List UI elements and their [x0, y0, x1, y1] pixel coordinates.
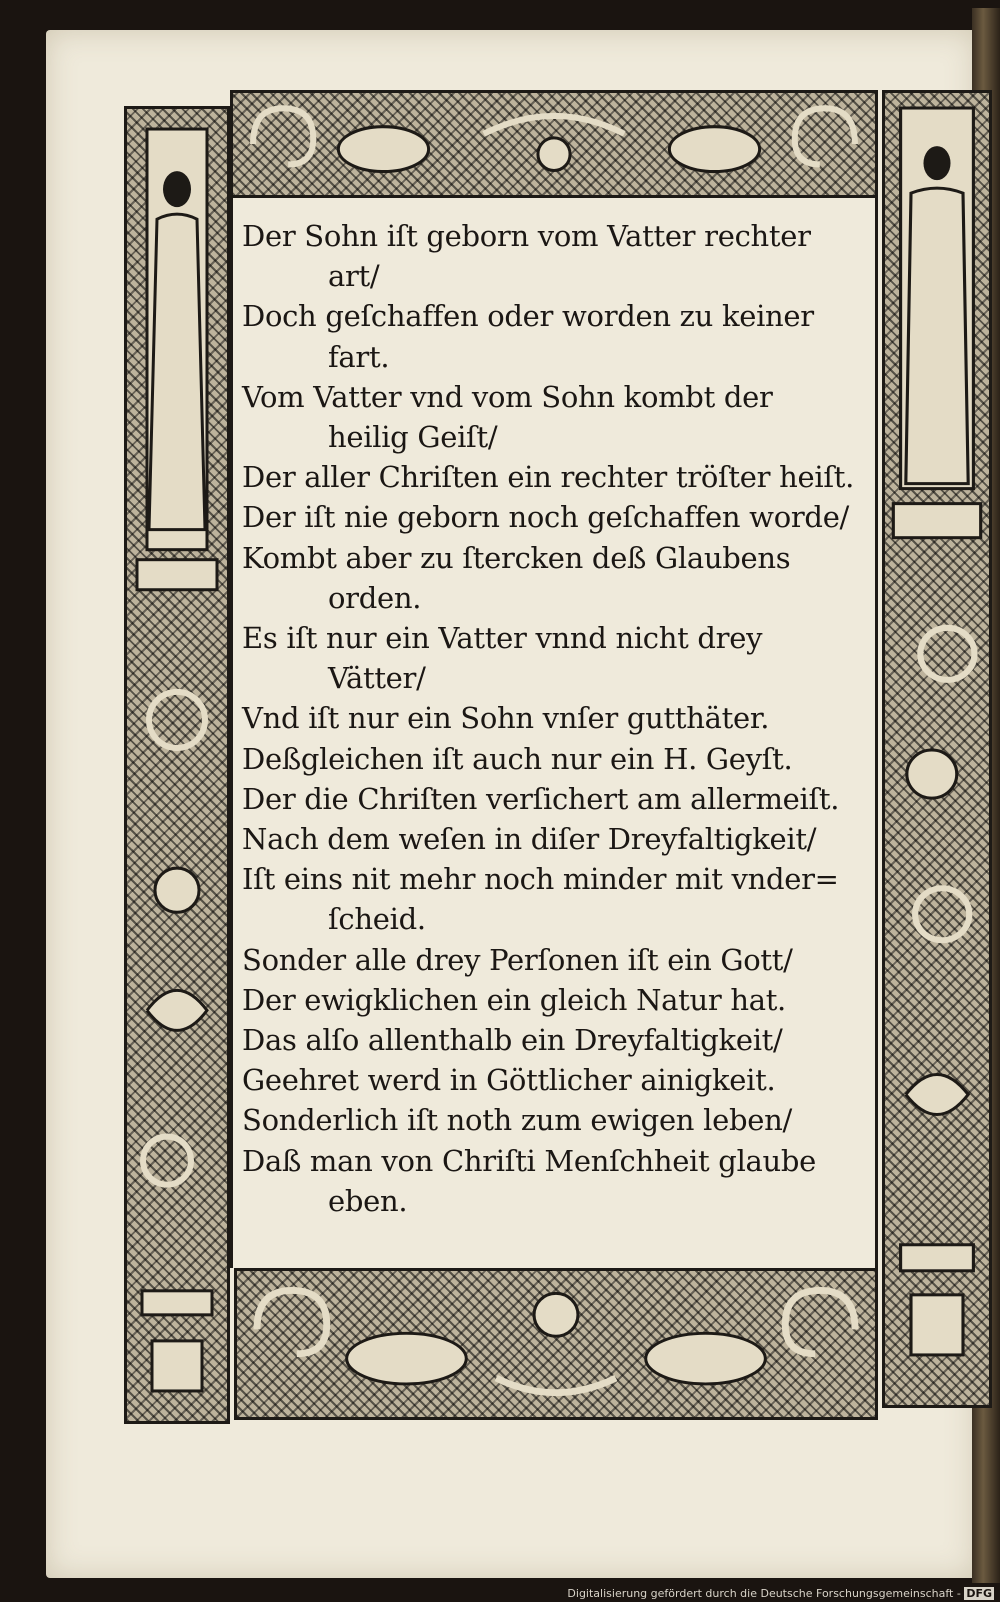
verse-line: Daß man von Chriſti Menſchheit glaube — [242, 1143, 817, 1178]
verse-line: Das alſo allenthalb ein Dreyfaltigkeit/ — [242, 1023, 783, 1058]
verse-line-continuation: Vätter/ — [328, 661, 426, 696]
bottom-woodcut-border — [234, 1268, 878, 1420]
verse-line: Sonderlich iſt noth zum ewigen leben/ — [242, 1103, 792, 1138]
verse-line: Sonder alle drey Perſonen iſt ein Gott/ — [242, 942, 793, 977]
verse-line: Der die Chriſten verſichert am allermeiſt. — [242, 781, 840, 816]
verse-line-continuation: orden. — [328, 580, 422, 615]
verse-line-continuation: eben. — [328, 1183, 408, 1218]
verse-line: Der ewigklichen ein gleich Natur hat. — [242, 982, 786, 1017]
verse-line: Vom Vatter vnd vom Sohn kombt der — [242, 379, 773, 414]
verse-line: Iſt eins nit mehr noch minder mit vnder= — [242, 862, 839, 897]
verse-line-continuation: fart. — [328, 339, 390, 374]
top-woodcut-border — [230, 90, 878, 198]
verse-line-continuation: heilig Geiſt/ — [328, 420, 498, 455]
verse-line: Deßgleichen iſt auch nur ein H. Geyſt. — [242, 741, 793, 776]
verse-line-continuation: ſcheid. — [328, 902, 426, 937]
verse-line-continuation: art/ — [328, 259, 380, 294]
left-woodcut-border — [124, 106, 230, 1424]
verse-line: Nach dem weſen in diſer Dreyfaltigkeit/ — [242, 822, 817, 857]
verse-line: Doch geſchaffen oder worden zu keiner — [242, 299, 814, 334]
dfg-logo: DFG — [966, 1587, 992, 1600]
verse-line: Kombt aber zu ſtercken deß Glaubens — [242, 540, 791, 575]
verse-line: Vnd iſt nur ein Sohn vnſer gutthäter. — [242, 701, 770, 736]
verse-text — [242, 216, 868, 1221]
digitization-credit — [567, 1587, 994, 1600]
credit-text: Digitalisierung gefördert durch die Deutsche Forschungsgemeinschaft - — [567, 1587, 961, 1600]
verse-line: Es iſt nur ein Vatter vnnd nicht drey — [242, 621, 763, 656]
verse-line: Der Sohn iſt geborn vom Vatter rechter — [242, 219, 811, 253]
right-woodcut-border — [882, 90, 992, 1408]
verse-line: Geehret werd in Göttlicher ainigkeit. — [242, 1063, 776, 1098]
verse-line: Der iſt nie geborn noch geſchaffen worde/ — [242, 500, 850, 535]
verse-line: Der aller Chriſten ein rechter tröſter heiſt. — [242, 460, 855, 495]
